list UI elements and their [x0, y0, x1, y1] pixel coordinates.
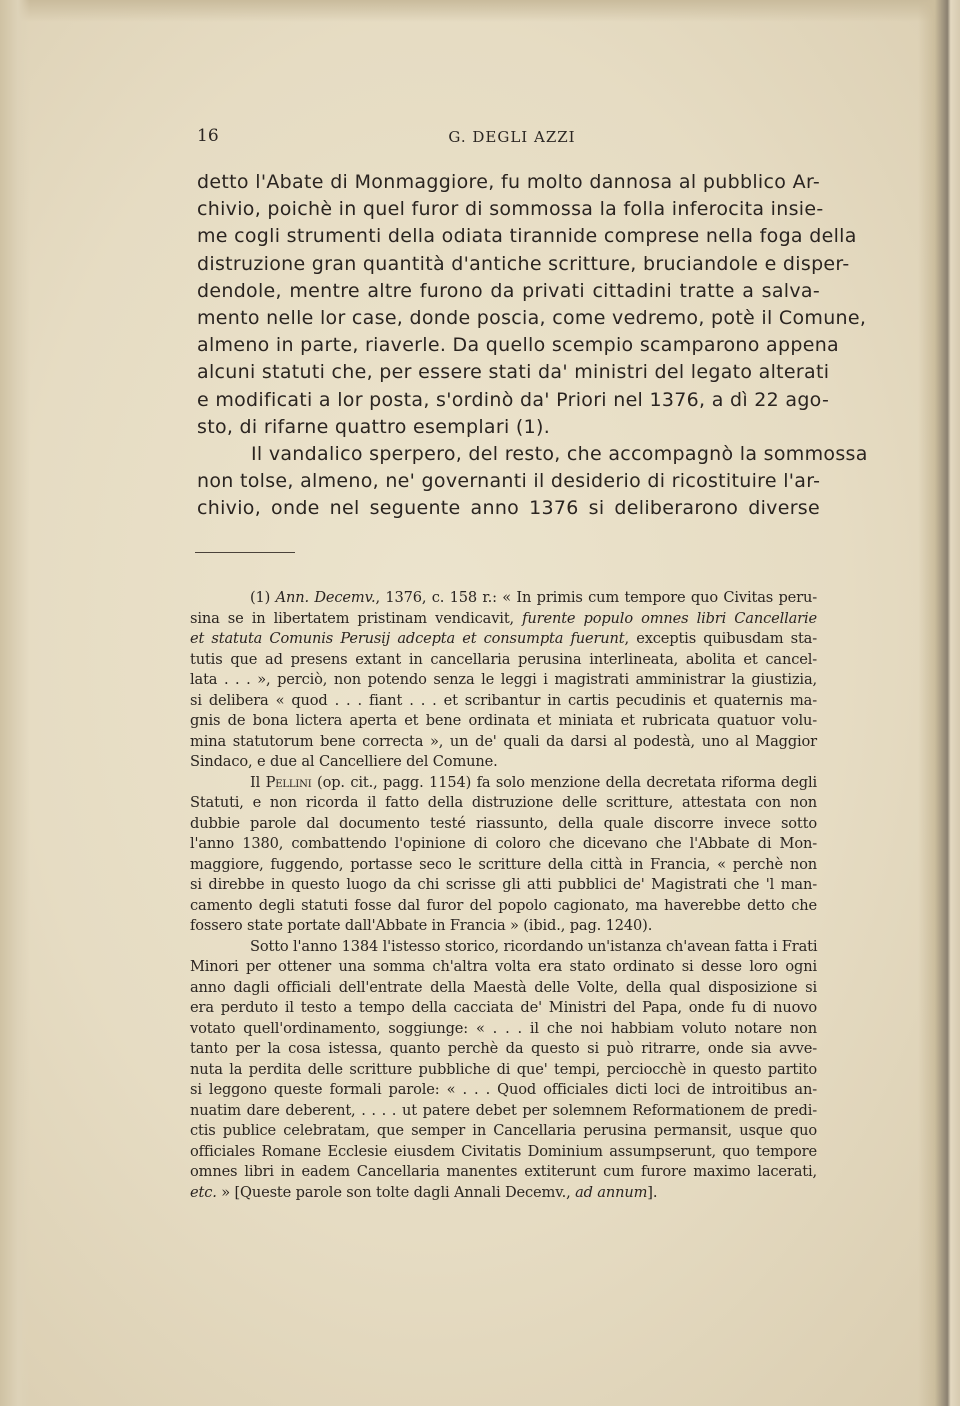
footnote-line	[190, 814, 817, 835]
text-run: gnis de bona lictera aperta et bene ordinata et miniata et rubricata quatuor volu-	[190, 712, 817, 729]
footnote-line	[190, 1080, 817, 1101]
text-run: si delibera « quod . . . fiant . . . et scribantur in cartis pecudinis et quaternis ma-	[190, 691, 817, 709]
text-line	[197, 305, 867, 332]
text-run: detto l'Abate di Monmaggiore, fu molto dannosa al pubblico Ar-	[197, 171, 820, 193]
text-run: era perduto il testo a tempo della cacciata de' Ministri del Papa, onde fu di nuovo	[190, 999, 817, 1016]
text-line	[197, 196, 824, 223]
footnote-line	[190, 1060, 817, 1081]
text-run: alcuni statuti che, per essere stati da' ministri del legato alterati	[197, 361, 830, 384]
footnote-line	[190, 1039, 817, 1060]
footnote-line	[190, 916, 817, 937]
footnote-line	[190, 691, 817, 712]
footnote-line	[190, 978, 817, 999]
text-run: tutis que ad presens extant in cancellaria perusina interlineata, abolita et cancel-	[190, 650, 817, 668]
footnote-line	[190, 609, 817, 630]
text-run: Il vandalico sperpero, del resto, che accompagnò la sommossa	[251, 442, 868, 465]
text-run: furente populo omnes libri Cancellarie	[522, 609, 818, 627]
footnote-line	[190, 957, 817, 978]
text-run: nuatim dare deberent, . . . . ut patere debet per solemnem Reformationem de predi-	[190, 1101, 817, 1119]
text-run: , exceptis quibusdam sta-	[624, 630, 817, 647]
footnote-line	[190, 711, 817, 732]
text-run: dubbie parole dal documento testé riassunto, della quale discorre invece sotto	[190, 814, 817, 832]
text-run: camento degli statuti fosse dal furor del popolo cagionato, ma haverebbe detto che	[190, 896, 817, 914]
text-run: et statuta Comunis Perusij adcepta et consumpta fuerunt	[190, 630, 625, 647]
footnote-line	[190, 1142, 817, 1163]
text-line	[197, 414, 820, 441]
text-line	[197, 251, 850, 278]
text-run: fossero state portate dall'Abbate in Francia » (ibid., pag. 1240).	[190, 917, 653, 934]
text-run: Statuti, e non ricorda il fatto della distruzione delle scritture, attestata con non	[190, 794, 817, 811]
page-gutter-edge	[918, 0, 960, 1406]
text-run: non tolse, almeno, ne' governanti il desiderio di ricostituire l'ar-	[197, 470, 821, 493]
text-line	[197, 495, 820, 522]
text-run: Il	[250, 773, 266, 791]
text-run: Sotto l'anno 1384 l'istesso storico, ricordando un'istanza ch'avean fatta i Frati	[250, 937, 818, 955]
text-run: almeno in parte, riaverle. Da quello scempio scamparono appena	[197, 334, 839, 357]
text-line	[197, 359, 830, 386]
text-run: Ann. Decemv.	[275, 589, 376, 606]
running-head: G. DEGLI AZZI	[448, 128, 576, 146]
footnote-line	[190, 670, 817, 691]
footnote-line	[190, 1162, 817, 1183]
text-run: l'anno 1380, combattendo l'opinione di coloro che dicevano che l'Abbate di Mon-	[190, 835, 817, 852]
footnote-line	[190, 1019, 817, 1040]
text-run: sto, di rifarne quattro esemplari (1).	[197, 415, 551, 438]
text-run: votato quell'ordinamento, soggiunge: « . . . il che noi habbiam voluto notare non	[190, 1019, 817, 1037]
footnote-line	[190, 1101, 817, 1122]
text-line	[197, 278, 820, 305]
text-run: chivio, onde nel seguente anno 1376 si deliberarono diverse	[197, 497, 820, 520]
text-run: anno dagli officiali dell'entrate della Maestà delle Volte, della qual disposizione si	[190, 978, 817, 996]
text-run: maggiore, fuggendo, portasse seco le scritture della città in Francia, « perchè non	[190, 855, 817, 873]
footnote-line	[190, 1183, 817, 1204]
text-run: me cogli strumenti della odiata tirannide comprese nella foga della	[197, 225, 857, 248]
footnote-line	[190, 793, 817, 814]
page-left-edge	[0, 0, 30, 1406]
text-run: nuta la perdita delle scritture pubbliche di que' tempi, perciocchè in questo partito	[190, 1060, 817, 1078]
text-run: chivio, poichè in quel furor di sommossa la folla inferocita insie-	[197, 198, 824, 221]
page-number: 16	[197, 126, 219, 146]
footnote-line	[190, 855, 817, 876]
text-run: , 1376, c. 158 r.: « In primis cum tempore quo Civitas peru-	[375, 589, 817, 606]
footnote-line	[190, 896, 817, 917]
footnote-line	[190, 773, 817, 794]
text-run: Pellini	[265, 773, 312, 791]
text-run: si leggono queste formali parole: « . . . Quod officiales dicti loci de introitibus an-	[190, 1081, 817, 1098]
text-run: » [Queste parole son tolte dagli Annali Decemv.,	[216, 1183, 576, 1201]
footnote-line	[190, 732, 817, 753]
text-run: distruzione gran quantità d'antiche scritture, bruciandole e disper-	[197, 252, 850, 275]
footnote-line	[190, 834, 817, 855]
text-run: lata . . . », perciò, non potendo senza le leggi i magistrati amministrar la giustizia,	[190, 671, 817, 688]
main-text	[197, 169, 868, 522]
text-run: si direbbe in questo luogo da chi scrisse gli atti pubblici de' Magistrati che 'l man-	[190, 876, 817, 893]
footnote-line	[190, 998, 817, 1019]
text-run: e modificati a lor posta, s'ordinò da' Priori nel 1376, a dì 22 ago-	[197, 388, 830, 411]
text-run: (op. cit., pagg. 1154) fa solo menzione della decretata riforma degli	[311, 773, 818, 791]
text-run: dendole, mentre altre furono da privati cittadini tratte a salva-	[197, 279, 820, 302]
footnote-line	[190, 588, 817, 609]
text-run: mina statutorum bene correcta », un de' quali da darsi al podestà, uno al Maggior	[190, 732, 817, 750]
page-top-shadow	[0, 0, 960, 22]
text-line	[197, 223, 857, 250]
text-line	[197, 468, 820, 495]
text-line	[197, 332, 839, 359]
footnote-line	[190, 1121, 817, 1142]
text-run: omnes libri in eadem Cancellaria manentes extiterunt cum furore maximo lacerati,	[190, 1163, 817, 1180]
footnote-line	[190, 937, 817, 958]
text-run: (1)	[250, 589, 276, 606]
text-line	[197, 387, 830, 414]
text-run: Minori per ottener una somma ch'altra volta era stato ordinato si desse loro ogni	[190, 958, 817, 975]
text-run: mento nelle lor case, donde poscia, come vedremo, potè il Comune,	[197, 306, 867, 329]
text-run: sina se in libertatem pristinam vendicavit,	[190, 609, 523, 627]
footnote-separator	[195, 552, 295, 553]
text-run: ad annum	[575, 1183, 648, 1201]
text-run: etc.	[190, 1183, 217, 1201]
text-run: ctis publice celebratam, que semper in Cancellaria perusina permansit, usque quo	[190, 1122, 817, 1139]
footnote-line	[190, 629, 817, 650]
text-run: tanto per la cosa istessa, quanto perchè da questo si può ritrarre, onde sia avve-	[190, 1040, 817, 1057]
text-run: ].	[647, 1183, 658, 1201]
footnote-line	[190, 752, 817, 773]
footnotes	[190, 588, 817, 1203]
text-line	[197, 169, 820, 196]
footnote-line	[190, 875, 817, 896]
text-run: officiales Romane Ecclesie eiusdem Civitatis Dominium assumpserunt, quo tempore	[190, 1142, 817, 1160]
footnote-line	[190, 650, 817, 671]
text-run: Sindaco, e due al Cancelliere del Comune.	[190, 753, 498, 770]
text-line	[197, 441, 868, 468]
